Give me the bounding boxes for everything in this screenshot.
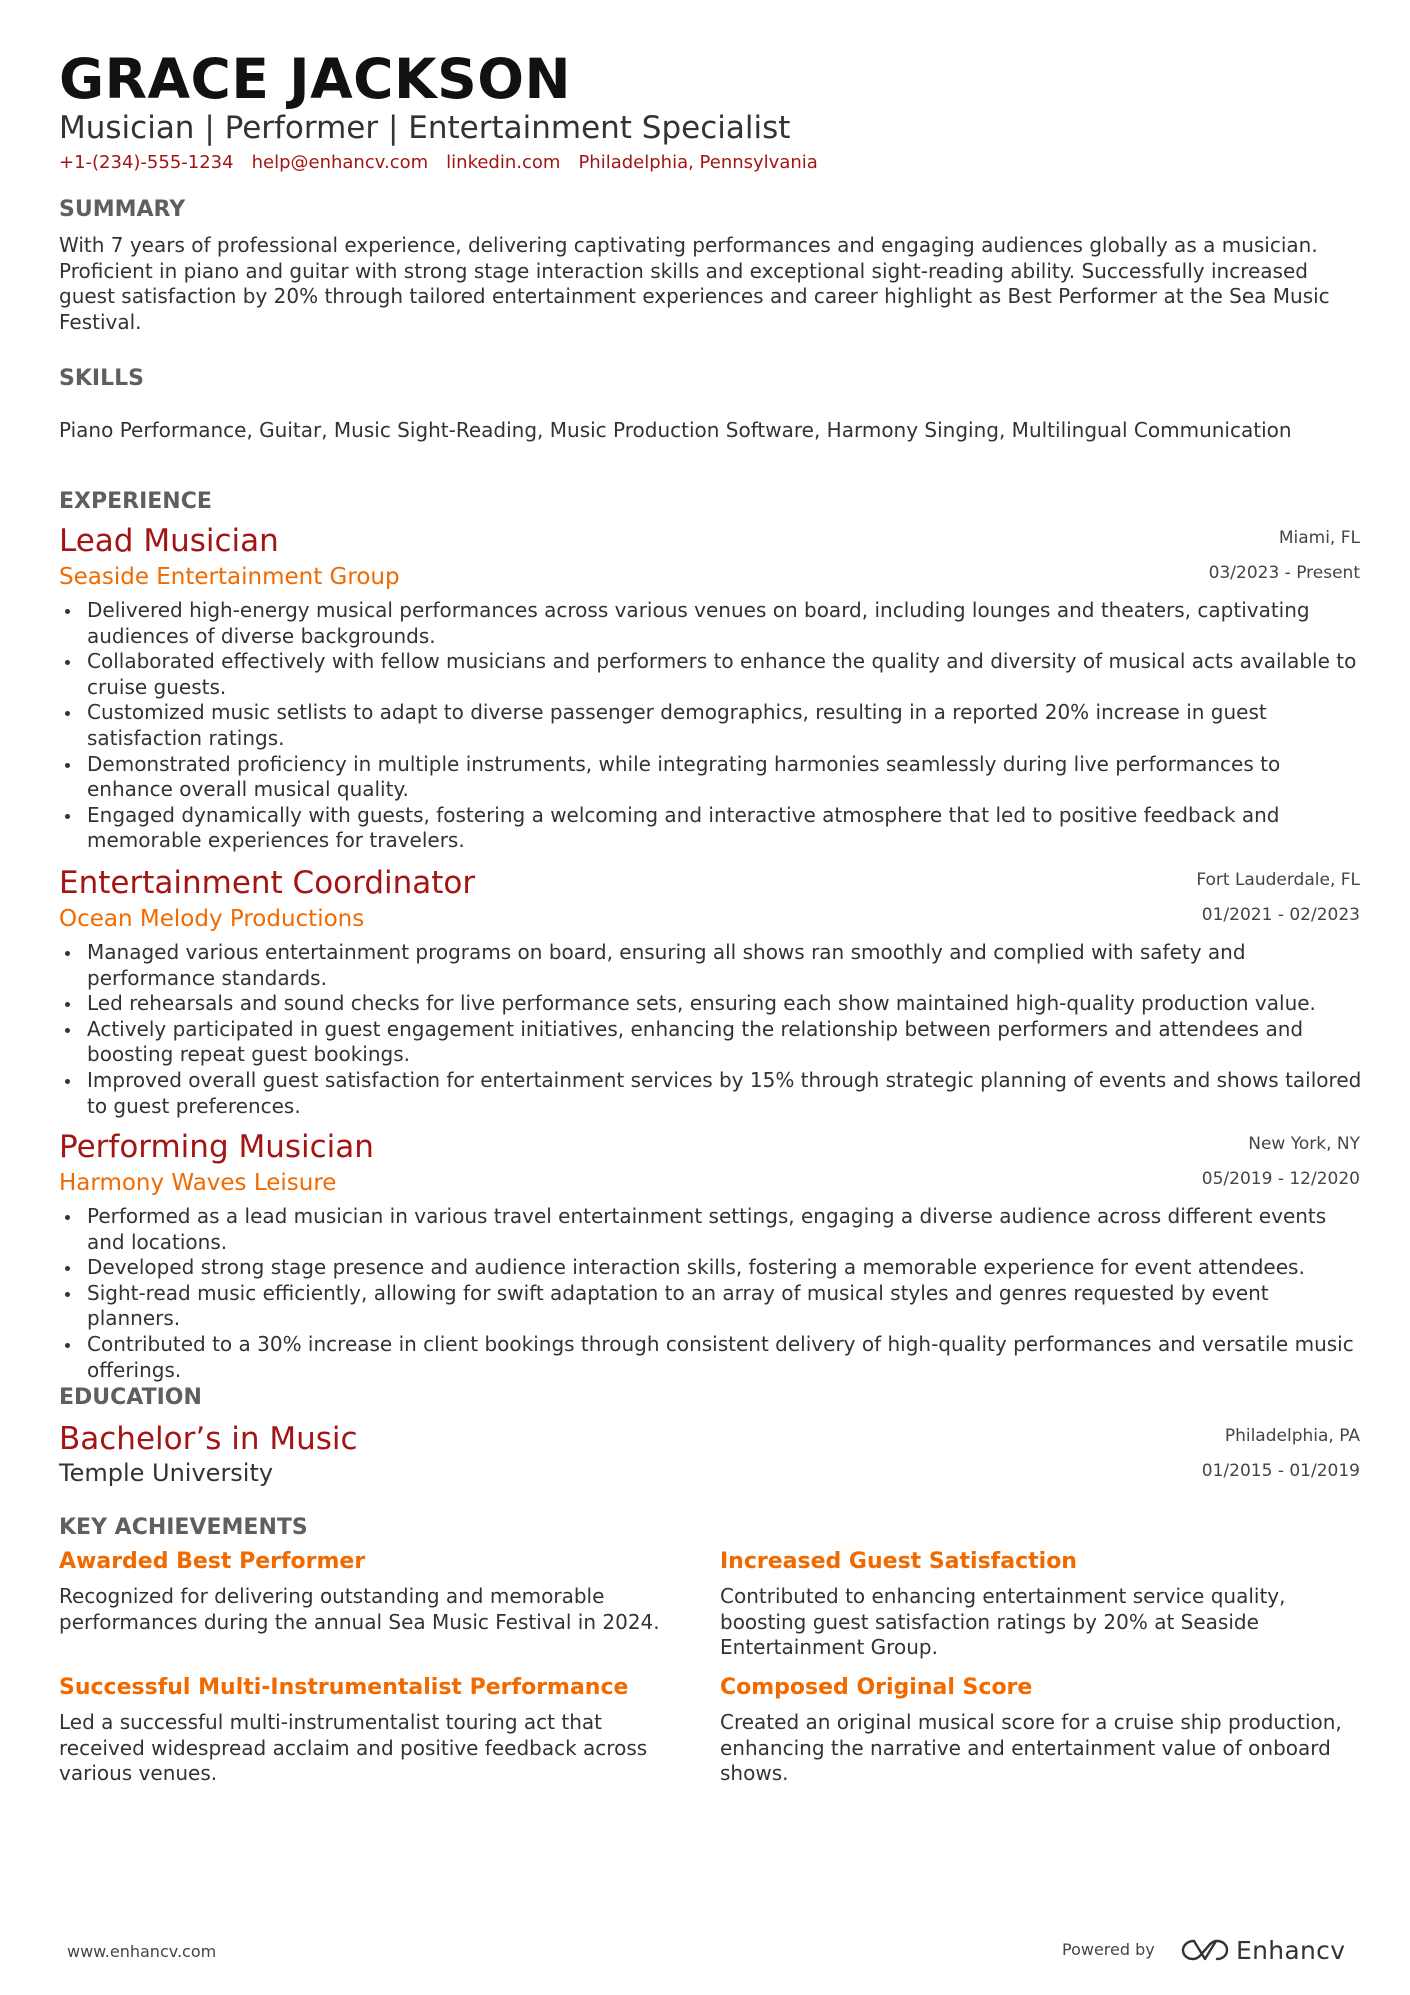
education-dates: 01/2015 - 01/2019 [1201, 1461, 1360, 1481]
job-company: Ocean Melody Productions [59, 906, 365, 932]
job-bullet: Customized music setlists to adapt to diverse passenger demographics, resulting in a reported 20% increase in guest satisfaction ratings. [59, 700, 1364, 751]
job-dates: 05/2019 - 12/2020 [1201, 1169, 1360, 1189]
job-location: New York, NY [1248, 1134, 1360, 1154]
job-bullets [59, 940, 1364, 1119]
job-location: Fort Lauderdale, FL [1196, 870, 1360, 890]
contact-email[interactable]: help@enhancv.com [251, 152, 429, 173]
job-company: Seaside Entertainment Group [59, 564, 400, 590]
achievement-text: Contributed to enhancing entertainment service quality, boosting guest satisfaction ratings by 20% at Seaside Entertainment Group. [720, 1584, 1286, 1660]
enhancv-brand-name: Enhancv [1236, 1935, 1346, 1965]
achievement-text: Led a successful multi-instrumentalist touring act that received widespread acclaim and positive feedback across various venues. [59, 1710, 648, 1786]
achievement-text: Recognized for delivering outstanding and memorable performances during the annual Sea Music Festival in 2024. [59, 1584, 660, 1634]
summary-text: With 7 years of professional experience, delivering captivating performances and engaging audiences globally as a musician. Proficient in piano and guitar with strong stage interaction skills and exceptional sight-reading ability. Successfully increased guest satisfaction by 20% through tailored entertainment experiences and career highlight as Best Performer at the Sea Music Festival. [59, 233, 1330, 334]
candidate-headline: Musician | Performer | Entertainment Specialist [59, 110, 791, 146]
job-bullet: Led rehearsals and sound checks for live performance sets, ensuring each show maintained high-quality production value. [59, 991, 1364, 1017]
job-bullet: Developed strong stage presence and audience interaction skills, fostering a memorable experience for event attendees. [59, 1255, 1364, 1281]
achievement-title: Successful Multi-Instrumentalist Performance [59, 1675, 629, 1700]
job-bullet: Improved overall guest satisfaction for entertainment services by 15% through strategic planning of events and shows tailored to guest preferences. [59, 1068, 1364, 1119]
achievements-heading: KEY ACHIEVEMENTS [59, 1515, 308, 1540]
job-bullet: Delivered high-energy musical performances across various venues on board, including lounges and theaters, captivating audiences of diverse backgrounds. [59, 598, 1364, 649]
job-bullet: Demonstrated proficiency in multiple instruments, while integrating harmonies seamlessly during live performances to enhance overall musical quality. [59, 752, 1364, 803]
job-title: Performing Musician [59, 1129, 374, 1165]
job-title: Lead Musician [59, 523, 279, 559]
job-bullet: Engaged dynamically with guests, fostering a welcoming and interactive atmosphere that led to positive feedback and memorable experiences for travelers. [59, 803, 1364, 854]
job-location: Miami, FL [1278, 528, 1360, 548]
job-bullets [59, 1204, 1364, 1383]
education-school: Temple University [59, 1459, 274, 1487]
experience-heading: EXPERIENCE [59, 489, 212, 514]
job-bullet: Managed various entertainment programs on board, ensuring all shows ran smoothly and complied with safety and performance standards. [59, 940, 1364, 991]
contact-phone[interactable]: +1-(234)-555-1234 [59, 152, 234, 173]
education-location: Philadelphia, PA [1224, 1426, 1360, 1446]
skills-heading: SKILLS [59, 366, 144, 391]
skills-text: Piano Performance, Guitar, Music Sight-Reading, Music Production Software, Harmony Singing, Multilingual Communication [59, 418, 1292, 442]
job-bullet: Actively participated in guest engagement initiatives, enhancing the relationship between performers and attendees and boosting repeat guest bookings. [59, 1017, 1364, 1068]
job-bullet: Sight-read music efficiently, allowing for swift adaptation to an array of musical styles and genres requested by event planners. [59, 1281, 1364, 1332]
job-bullet: Performed as a lead musician in various travel entertainment settings, engaging a diverse audience across different events and locations. [59, 1204, 1364, 1255]
education-heading: EDUCATION [59, 1385, 202, 1410]
job-bullet: Collaborated effectively with fellow musicians and performers to enhance the quality and diversity of musical acts available to cruise guests. [59, 649, 1364, 700]
achievement-title: Composed Original Score [720, 1675, 1033, 1700]
achievement-title: Awarded Best Performer [59, 1549, 366, 1574]
job-bullet: Contributed to a 30% increase in client bookings through consistent delivery of high-quality performances and versatile music offerings. [59, 1332, 1364, 1383]
candidate-name: GRACE JACKSON [59, 47, 572, 111]
job-dates: 01/2021 - 02/2023 [1201, 905, 1360, 925]
education-degree: Bachelor’s in Music [59, 1421, 358, 1457]
job-dates: 03/2023 - Present [1208, 563, 1360, 583]
powered-by-label: Powered by [1062, 1940, 1155, 1959]
contact-line [59, 151, 836, 175]
enhancv-brand[interactable] [1180, 1930, 1345, 1970]
job-bullets [59, 598, 1364, 854]
contact-location: Philadelphia, Pennsylvania [578, 152, 818, 173]
summary-heading: SUMMARY [59, 197, 186, 222]
job-title: Entertainment Coordinator [59, 865, 476, 901]
contact-linkedin[interactable]: linkedin.com [446, 152, 561, 173]
achievement-text: Created an original musical score for a cruise ship production, enhancing the narrative and entertainment value of onboard shows. [720, 1710, 1342, 1786]
achievement-title: Increased Guest Satisfaction [720, 1549, 1077, 1574]
job-company: Harmony Waves Leisure [59, 1170, 337, 1196]
enhancv-logo-icon [1180, 1937, 1230, 1963]
footer-url[interactable]: www.enhancv.com [67, 1942, 217, 1961]
